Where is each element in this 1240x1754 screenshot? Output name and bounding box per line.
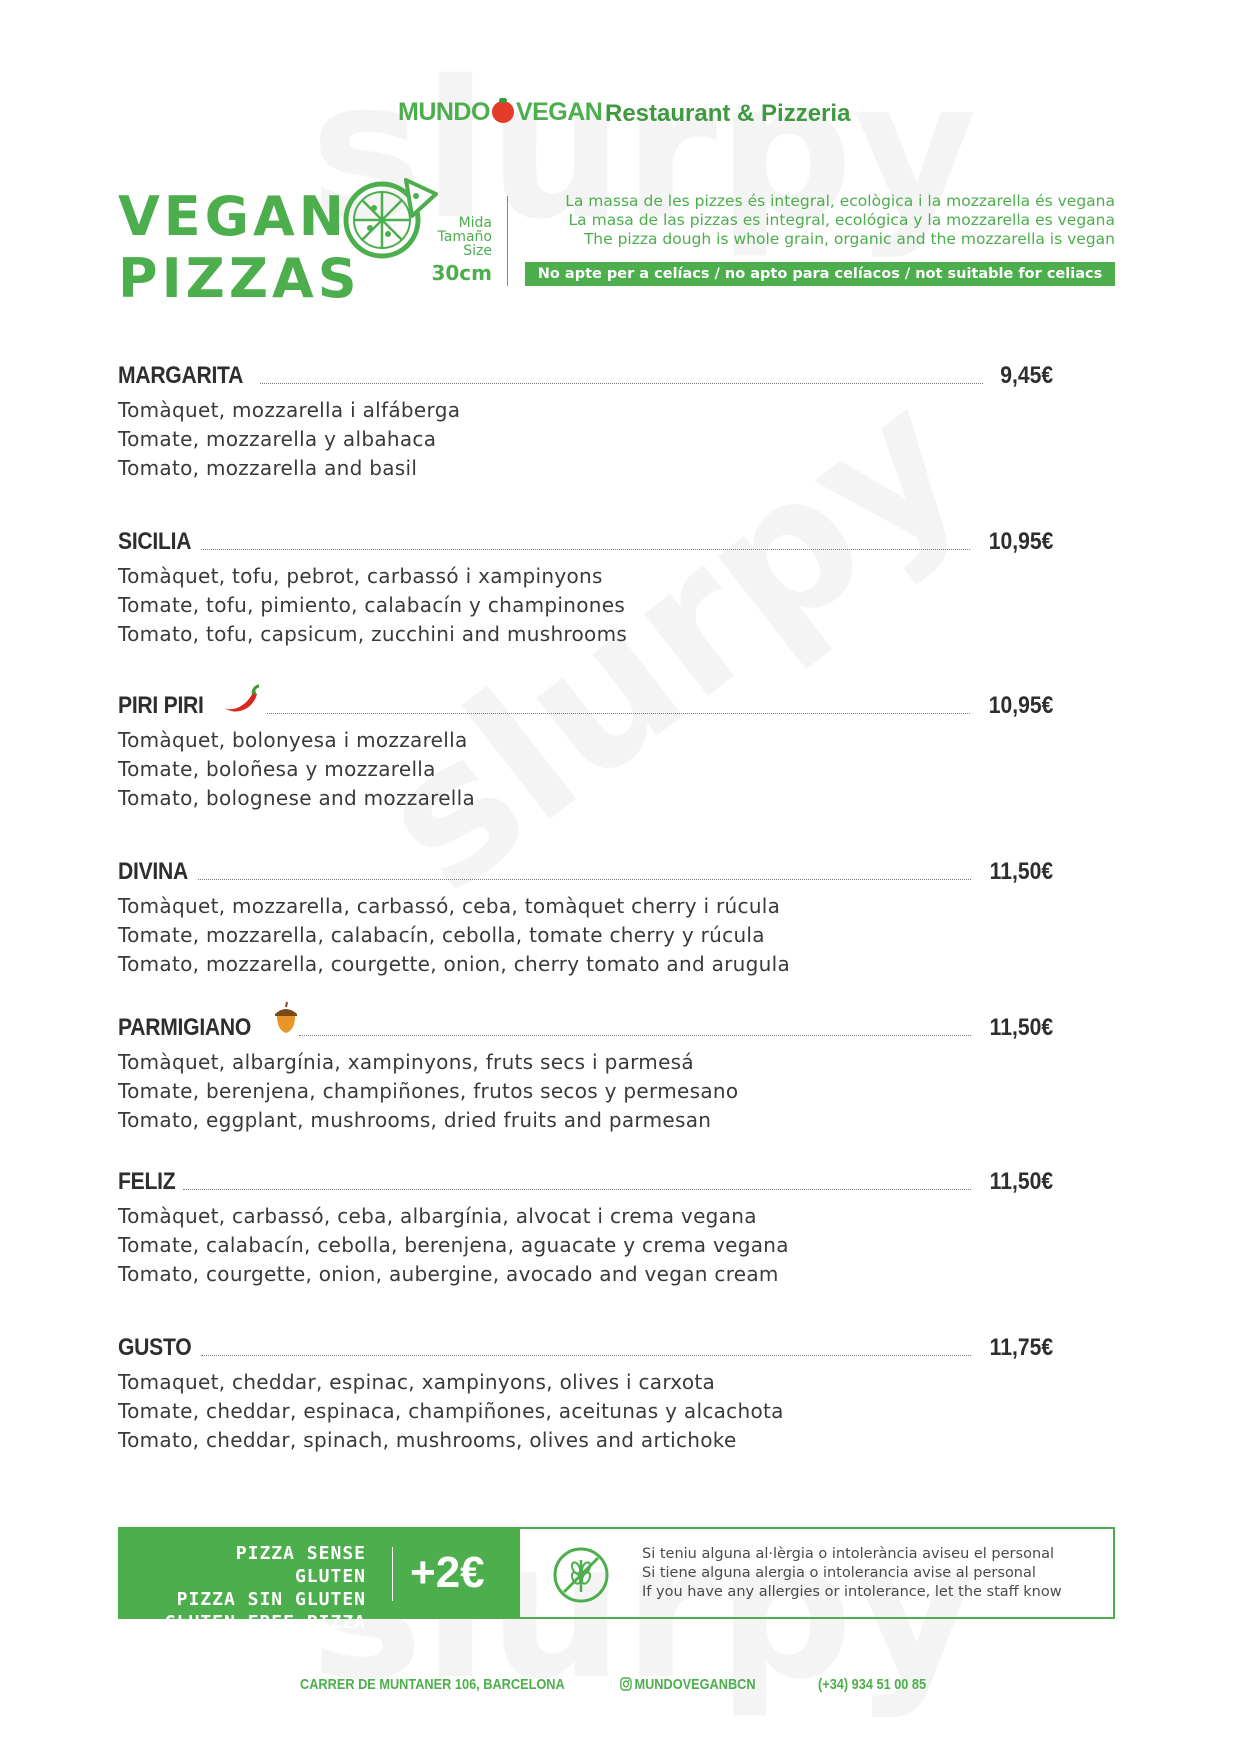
desc-ca: Tomàquet, carbassó, ceba, albargínia, alvocat i crema vegana [118, 1204, 757, 1228]
title-line1: VEGAN [118, 185, 348, 248]
menu-item-margarita [118, 356, 1053, 483]
size-label-es: Tamaño [437, 229, 492, 245]
gluten-free-icon [552, 1546, 610, 1604]
dough-ca: La massa de les pizzes és integral, ecològica i la mozzarella és vegana [565, 192, 1115, 210]
desc-es: Tomate, mozzarella, calabacín, cebolla, tomate cherry y rúcula [118, 923, 765, 947]
gf-line-es: PIZZA SIN GLUTEN [176, 1589, 366, 1610]
item-price: 11,50€ [989, 1014, 1053, 1041]
gf-divider [392, 1547, 393, 1601]
desc-en: Tomato, eggplant, mushrooms, dried fruits and parmesan [118, 1108, 712, 1132]
restaurant-subtitle: Restaurant & Pizzeria [605, 100, 851, 127]
gluten-free-label [156, 1542, 366, 1634]
desc-ca: Tomàquet, bolonyesa i mozzarella [118, 728, 468, 752]
dough-info [565, 192, 1115, 249]
desc-ca: Tomàquet, mozzarella i alfáberga [118, 398, 461, 422]
item-price: 10,95€ [988, 528, 1053, 555]
desc-en: Tomato, mozzarella and basil [118, 456, 418, 480]
item-description [118, 726, 1053, 813]
item-price: 9,45€ [1000, 362, 1053, 389]
gf-surcharge: +2€ [410, 1548, 485, 1597]
instagram[interactable] [620, 1676, 756, 1693]
brand-logo [398, 98, 602, 127]
item-description [118, 562, 1053, 649]
menu-item-parmigiano [118, 1008, 1053, 1135]
item-name: GUSTO [118, 1334, 192, 1361]
item-name: PARMIGIANO [118, 1014, 252, 1041]
item-description [118, 1202, 1053, 1289]
desc-ca: Tomaquet, cheddar, espinac, xampinyons, olives i carxota [118, 1370, 716, 1394]
leader-dots [183, 1189, 971, 1190]
allergy-ca: Si teniu alguna al·lèrgia o intolerància aviseu el personal [642, 1546, 1055, 1562]
size-info [414, 215, 492, 285]
desc-en: Tomato, mozzarella, courgette, onion, cherry tomato and arugula [118, 952, 791, 976]
dough-es: La masa de las pizzas es integral, ecológica y la mozzarella es vegana [568, 211, 1115, 229]
instagram-handle: MUNDOVEGANBCN [634, 1676, 756, 1693]
celiac-notice: No apte per a celíacs / no apto para celíacos / not suitable for celiacs [525, 262, 1115, 286]
item-price: 11,50€ [989, 1168, 1053, 1195]
desc-es: Tomate, tofu, pimiento, calabacín y champinones [118, 593, 626, 617]
desc-en: Tomato, courgette, onion, aubergine, avocado and vegan cream [118, 1262, 779, 1286]
item-name: PIRI PIRI [118, 692, 204, 719]
leader-dots [201, 549, 969, 550]
dough-en: The pizza dough is whole grain, organic and the mozzarella is vegan [583, 230, 1115, 248]
item-price: 10,95€ [988, 692, 1053, 719]
allergy-es: Si tiene alguna alergia o intolerancia avise al personal [642, 1565, 1036, 1581]
size-value: 30cm [431, 261, 492, 285]
gf-line-ca: PIZZA SENSE GLUTEN [235, 1543, 366, 1587]
menu-item-feliz [118, 1162, 1053, 1289]
brand-part1: MUNDO [398, 98, 490, 126]
desc-es: Tomate, calabacín, cebolla, berenjena, aguacate y crema vegana [118, 1233, 789, 1257]
item-description [118, 1048, 1053, 1135]
item-name: DIVINA [118, 858, 189, 885]
brand-part2: VEGAN [515, 98, 603, 126]
gf-line-en: GLUTEN FREE PIZZA [164, 1612, 366, 1633]
acorn-icon [269, 1000, 303, 1036]
tomato-icon [492, 101, 514, 123]
instagram-icon [620, 1677, 632, 1691]
item-name: SICILIA [118, 528, 192, 555]
desc-ca: Tomàquet, mozzarella, carbassó, ceba, tomàquet cherry i rúcula [118, 894, 781, 918]
header-divider [507, 196, 508, 286]
leader-dots [267, 713, 969, 714]
allergy-en: If you have any allergies or intolerance, let the staff know [642, 1584, 1062, 1600]
size-label-en: Size [463, 243, 492, 259]
desc-en: Tomato, cheddar, spinach, mushrooms, olives and artichoke [118, 1428, 737, 1452]
page-title [118, 186, 361, 310]
leader-dots [260, 383, 983, 384]
item-description [118, 1368, 1053, 1455]
desc-es: Tomate, cheddar, espinaca, champiñones, aceitunas y alcachota [118, 1399, 784, 1423]
chili-icon [221, 682, 261, 716]
gluten-free-box [118, 1527, 1115, 1633]
leader-dots [299, 1035, 971, 1036]
desc-ca: Tomàquet, albargínia, xampinyons, fruts secs i parmesá [118, 1050, 694, 1074]
address: CARRER DE MUNTANER 106, BARCELONA [300, 1676, 565, 1693]
allergy-notice [642, 1545, 1062, 1602]
menu-item-divina [118, 852, 1053, 979]
size-label-ca: Mida [458, 215, 492, 231]
item-name: FELIZ [118, 1168, 176, 1195]
gluten-free-panel [120, 1529, 520, 1633]
phone[interactable]: (+34) 934 51 00 85 [818, 1676, 927, 1693]
item-name: MARGARITA [118, 362, 244, 389]
desc-es: Tomate, mozzarella y albahaca [118, 427, 437, 451]
desc-en: Tomato, bolognese and mozzarella [118, 786, 476, 810]
menu-item-gusto [118, 1328, 1053, 1455]
item-price: 11,75€ [989, 1334, 1053, 1361]
leader-dots [198, 879, 971, 880]
desc-es: Tomate, boloñesa y mozzarella [118, 757, 436, 781]
desc-ca: Tomàquet, tofu, pebrot, carbassó i xampinyons [118, 564, 603, 588]
menu-item-sicilia [118, 522, 1053, 649]
desc-es: Tomate, berenjena, champiñones, frutos secos y permesano [118, 1079, 739, 1103]
title-line2: PIZZAS [118, 247, 361, 310]
item-price: 11,50€ [989, 858, 1053, 885]
menu-item-piri-piri [118, 686, 1053, 813]
desc-en: Tomato, tofu, capsicum, zucchini and mushrooms [118, 622, 628, 646]
leader-dots [201, 1355, 971, 1356]
item-description [118, 892, 1053, 979]
item-description [118, 396, 1053, 483]
